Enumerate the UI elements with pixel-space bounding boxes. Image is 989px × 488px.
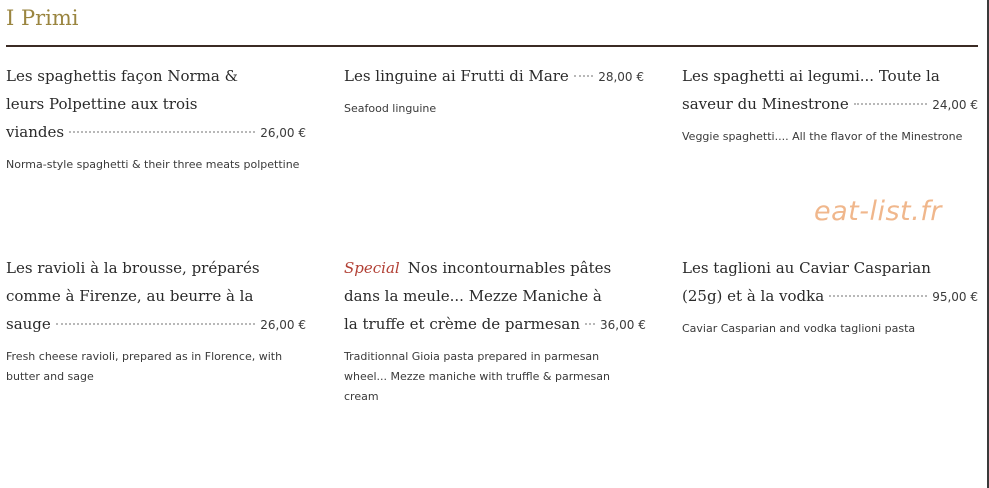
dish-name-last-line <box>344 62 644 91</box>
menu-item-mezze-maniche[interactable] <box>344 254 644 407</box>
dish-name-tail: la truffe et crème de parmesan <box>344 315 581 333</box>
special-tag: Special <box>344 259 400 277</box>
dish-name-line: Les taglioni au Caviar Casparian <box>682 259 931 277</box>
price-leader-dots <box>69 131 255 133</box>
dish-description: Fresh cheese ravioli, prepared as in Florence, with butter and sage <box>6 350 283 383</box>
dish-name-tail: Les linguine ai Frutti di Mare <box>344 67 569 85</box>
section-title: I Primi <box>6 6 79 30</box>
dish-price: 36,00 € <box>600 318 646 332</box>
price-leader-dots <box>574 75 593 77</box>
dish-name-tail: (25g) et à la vodka <box>682 287 825 305</box>
dish-price: 24,00 € <box>932 98 978 112</box>
dish-name-line: comme à Firenze, au beurre à la <box>6 287 254 305</box>
dish-name-last-line <box>344 310 644 339</box>
dish-price: 95,00 € <box>932 290 978 304</box>
price-leader-dots <box>585 323 595 325</box>
dish-name-tail: sauge <box>6 315 51 333</box>
dish-name-line <box>344 254 644 282</box>
dish-description: Caviar Casparian and vodka taglioni pasta <box>682 322 916 335</box>
dish-price: 26,00 € <box>260 318 306 332</box>
menu-item-taglioni-caviar[interactable] <box>682 254 978 339</box>
dish-name-last-line <box>6 310 306 339</box>
watermark-text: eat-list.fr <box>814 196 942 227</box>
dish-name-line: Les spaghetti ai legumi... Toute la <box>682 67 940 85</box>
dish-description: Veggie spaghetti.... All the flavor of the Minestrone <box>682 130 963 143</box>
dish-price: 26,00 € <box>260 126 306 140</box>
price-leader-dots <box>56 323 255 325</box>
dish-name-last-line <box>6 118 306 147</box>
dish-name-last-line <box>682 90 978 119</box>
dish-description: Traditionnal Gioia pasta prepared in parmesan wheel... Mezze maniche with truffle & parmesan cream <box>344 350 610 403</box>
dish-name-last-line <box>682 282 978 311</box>
dish-name-line: leurs Polpettine aux trois <box>6 95 198 113</box>
dish-name-line: Les spaghettis façon Norma & <box>6 67 238 85</box>
menu-item-spaghetti-norma[interactable] <box>6 62 306 175</box>
price-leader-dots <box>854 103 927 105</box>
dish-name-tail: viandes <box>6 123 65 141</box>
dish-name-tail: saveur du Minestrone <box>682 95 849 113</box>
menu-item-linguine-frutti-di-mare[interactable] <box>344 62 644 119</box>
dish-description: Seafood linguine <box>344 102 437 115</box>
dish-description: Norma-style spaghetti & their three meats polpettine <box>6 158 300 171</box>
dish-name-line: Les ravioli à la brousse, préparés <box>6 259 260 277</box>
dish-price: 28,00 € <box>598 70 644 84</box>
price-leader-dots <box>829 295 927 297</box>
dish-name-line: dans la meule... Mezze Maniche à <box>344 287 602 305</box>
menu-item-spaghetti-legumi[interactable] <box>682 62 978 147</box>
menu-item-ravioli-brousse[interactable] <box>6 254 306 387</box>
section-divider <box>6 45 978 47</box>
dish-name-head: Nos incontournables pâtes <box>407 259 612 277</box>
